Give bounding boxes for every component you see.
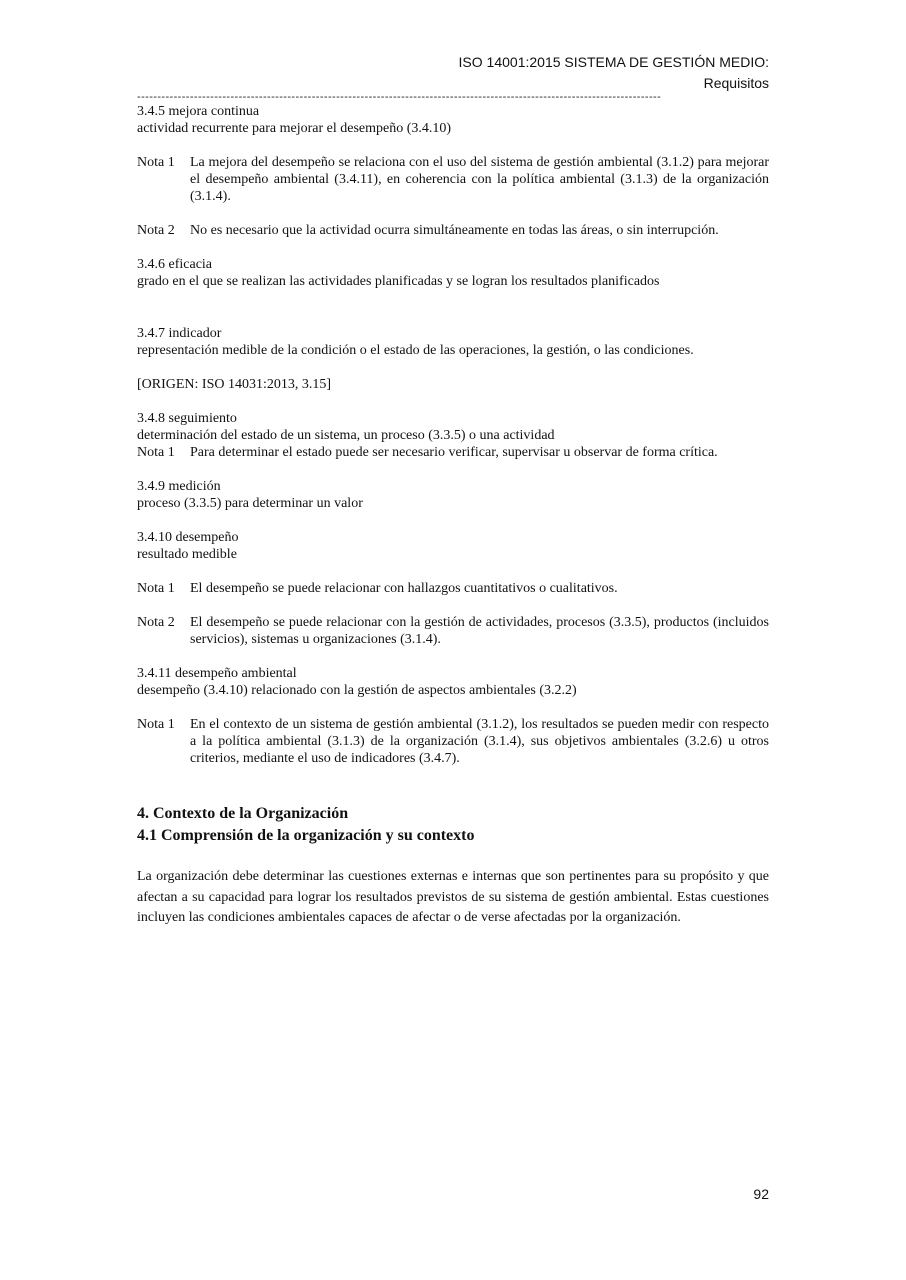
term-3-4-10-note-2 bbox=[137, 614, 769, 648]
document-page bbox=[137, 52, 769, 929]
section-heading: 4.1 Comprensión de la organización y su contexto bbox=[137, 827, 475, 844]
term-3-4-11-title: 3.4.11 desempeño ambiental bbox=[137, 666, 297, 681]
term-3-4-7-origin: [ORIGEN: ISO 14031:2013, 3.15] bbox=[137, 377, 332, 392]
section-paragraph: La organización debe determinar las cuestiones externas e internas que son pertinentes para su propósito y que afectan a su capacidad para lograr los resultados previstos de su sistema de gestión ambiental. Estas cuestiones incluyen las condiciones ambientales capaces de afectar o de verse afectadas por la organización. bbox=[137, 869, 769, 925]
note-text: Para determinar el estado puede ser necesario verificar, supervisar u observar de forma crítica. bbox=[190, 445, 718, 460]
note-label: Nota 2 bbox=[137, 223, 175, 238]
term-3-4-9-definition: proceso (3.3.5) para determinar un valor bbox=[137, 496, 363, 511]
note-text: No es necesario que la actividad ocurra simultáneamente en todas las áreas, o sin interrupción. bbox=[190, 223, 719, 238]
note-label: Nota 1 bbox=[137, 717, 175, 732]
running-header bbox=[137, 52, 769, 94]
note-label: Nota 2 bbox=[137, 615, 175, 630]
chapter-heading: 4. Contexto de la Organización bbox=[137, 805, 349, 822]
note-label: Nota 1 bbox=[137, 445, 175, 460]
term-3-4-5-definition: actividad recurrente para mejorar el desempeño (3.4.10) bbox=[137, 121, 452, 136]
note-text: El desempeño se puede relacionar con hallazgos cuantitativos o cualitativos. bbox=[190, 581, 618, 596]
term-3-4-8-note-1 bbox=[137, 444, 769, 461]
term-3-4-9-title: 3.4.9 medición bbox=[137, 479, 221, 494]
term-3-4-7-definition: representación medible de la condición o el estado de las operaciones, la gestión, o las condiciones. bbox=[137, 343, 694, 358]
term-3-4-5-note-1 bbox=[137, 154, 769, 205]
term-3-4-11-note-1 bbox=[137, 716, 769, 767]
note-label: Nota 1 bbox=[137, 581, 175, 596]
header-subtitle: Requisitos bbox=[703, 75, 769, 91]
note-text: El desempeño se puede relacionar con la gestión de actividades, procesos (3.3.5), productos (incluidos servicios), sistemas u organizaciones (3.1.4). bbox=[190, 615, 769, 647]
term-3-4-8-definition: determinación del estado de un sistema, un proceso (3.3.5) o una actividad bbox=[137, 428, 555, 443]
term-3-4-10-definition: resultado medible bbox=[137, 547, 237, 562]
term-3-4-5-note-2 bbox=[137, 222, 769, 239]
page-number: 92 bbox=[753, 1186, 769, 1202]
term-3-4-6-definition: grado en el que se realizan las actividades planificadas y se logran los resultados planificados bbox=[137, 274, 660, 289]
note-text: La mejora del desempeño se relaciona con el uso del sistema de gestión ambiental (3.1.2) para mejorar el desempeño ambiental (3.4.11), en coherencia con la política ambiental (3.1.3) de la organización (3.1.4). bbox=[190, 155, 769, 204]
term-3-4-10-title: 3.4.10 desempeño bbox=[137, 530, 239, 545]
term-3-4-10-note-1 bbox=[137, 580, 769, 597]
note-label: Nota 1 bbox=[137, 155, 175, 170]
term-3-4-6-title: 3.4.6 eficacia bbox=[137, 257, 213, 272]
note-text: En el contexto de un sistema de gestión ambiental (3.1.2), los resultados se pueden medir con respecto a la política ambiental (3.1.3) de la organización (3.1.4), sus objetivos ambientales (3.2.6) u otros criterios, mediante el uso de indicadores (3.4.7). bbox=[190, 717, 769, 766]
term-3-4-5-title: 3.4.5 mejora continua bbox=[137, 104, 260, 119]
header-rule: --------------------------------------------------------------------------------------------------------------------------------- bbox=[137, 92, 662, 103]
term-3-4-11-definition: desempeño (3.4.10) relacionado con la gestión de aspectos ambientales (3.2.2) bbox=[137, 683, 577, 698]
term-3-4-8-title: 3.4.8 seguimiento bbox=[137, 411, 237, 426]
term-3-4-7-title: 3.4.7 indicador bbox=[137, 326, 222, 341]
header-title: ISO 14001:2015 SISTEMA DE GESTIÓN MEDIO: bbox=[458, 54, 769, 70]
